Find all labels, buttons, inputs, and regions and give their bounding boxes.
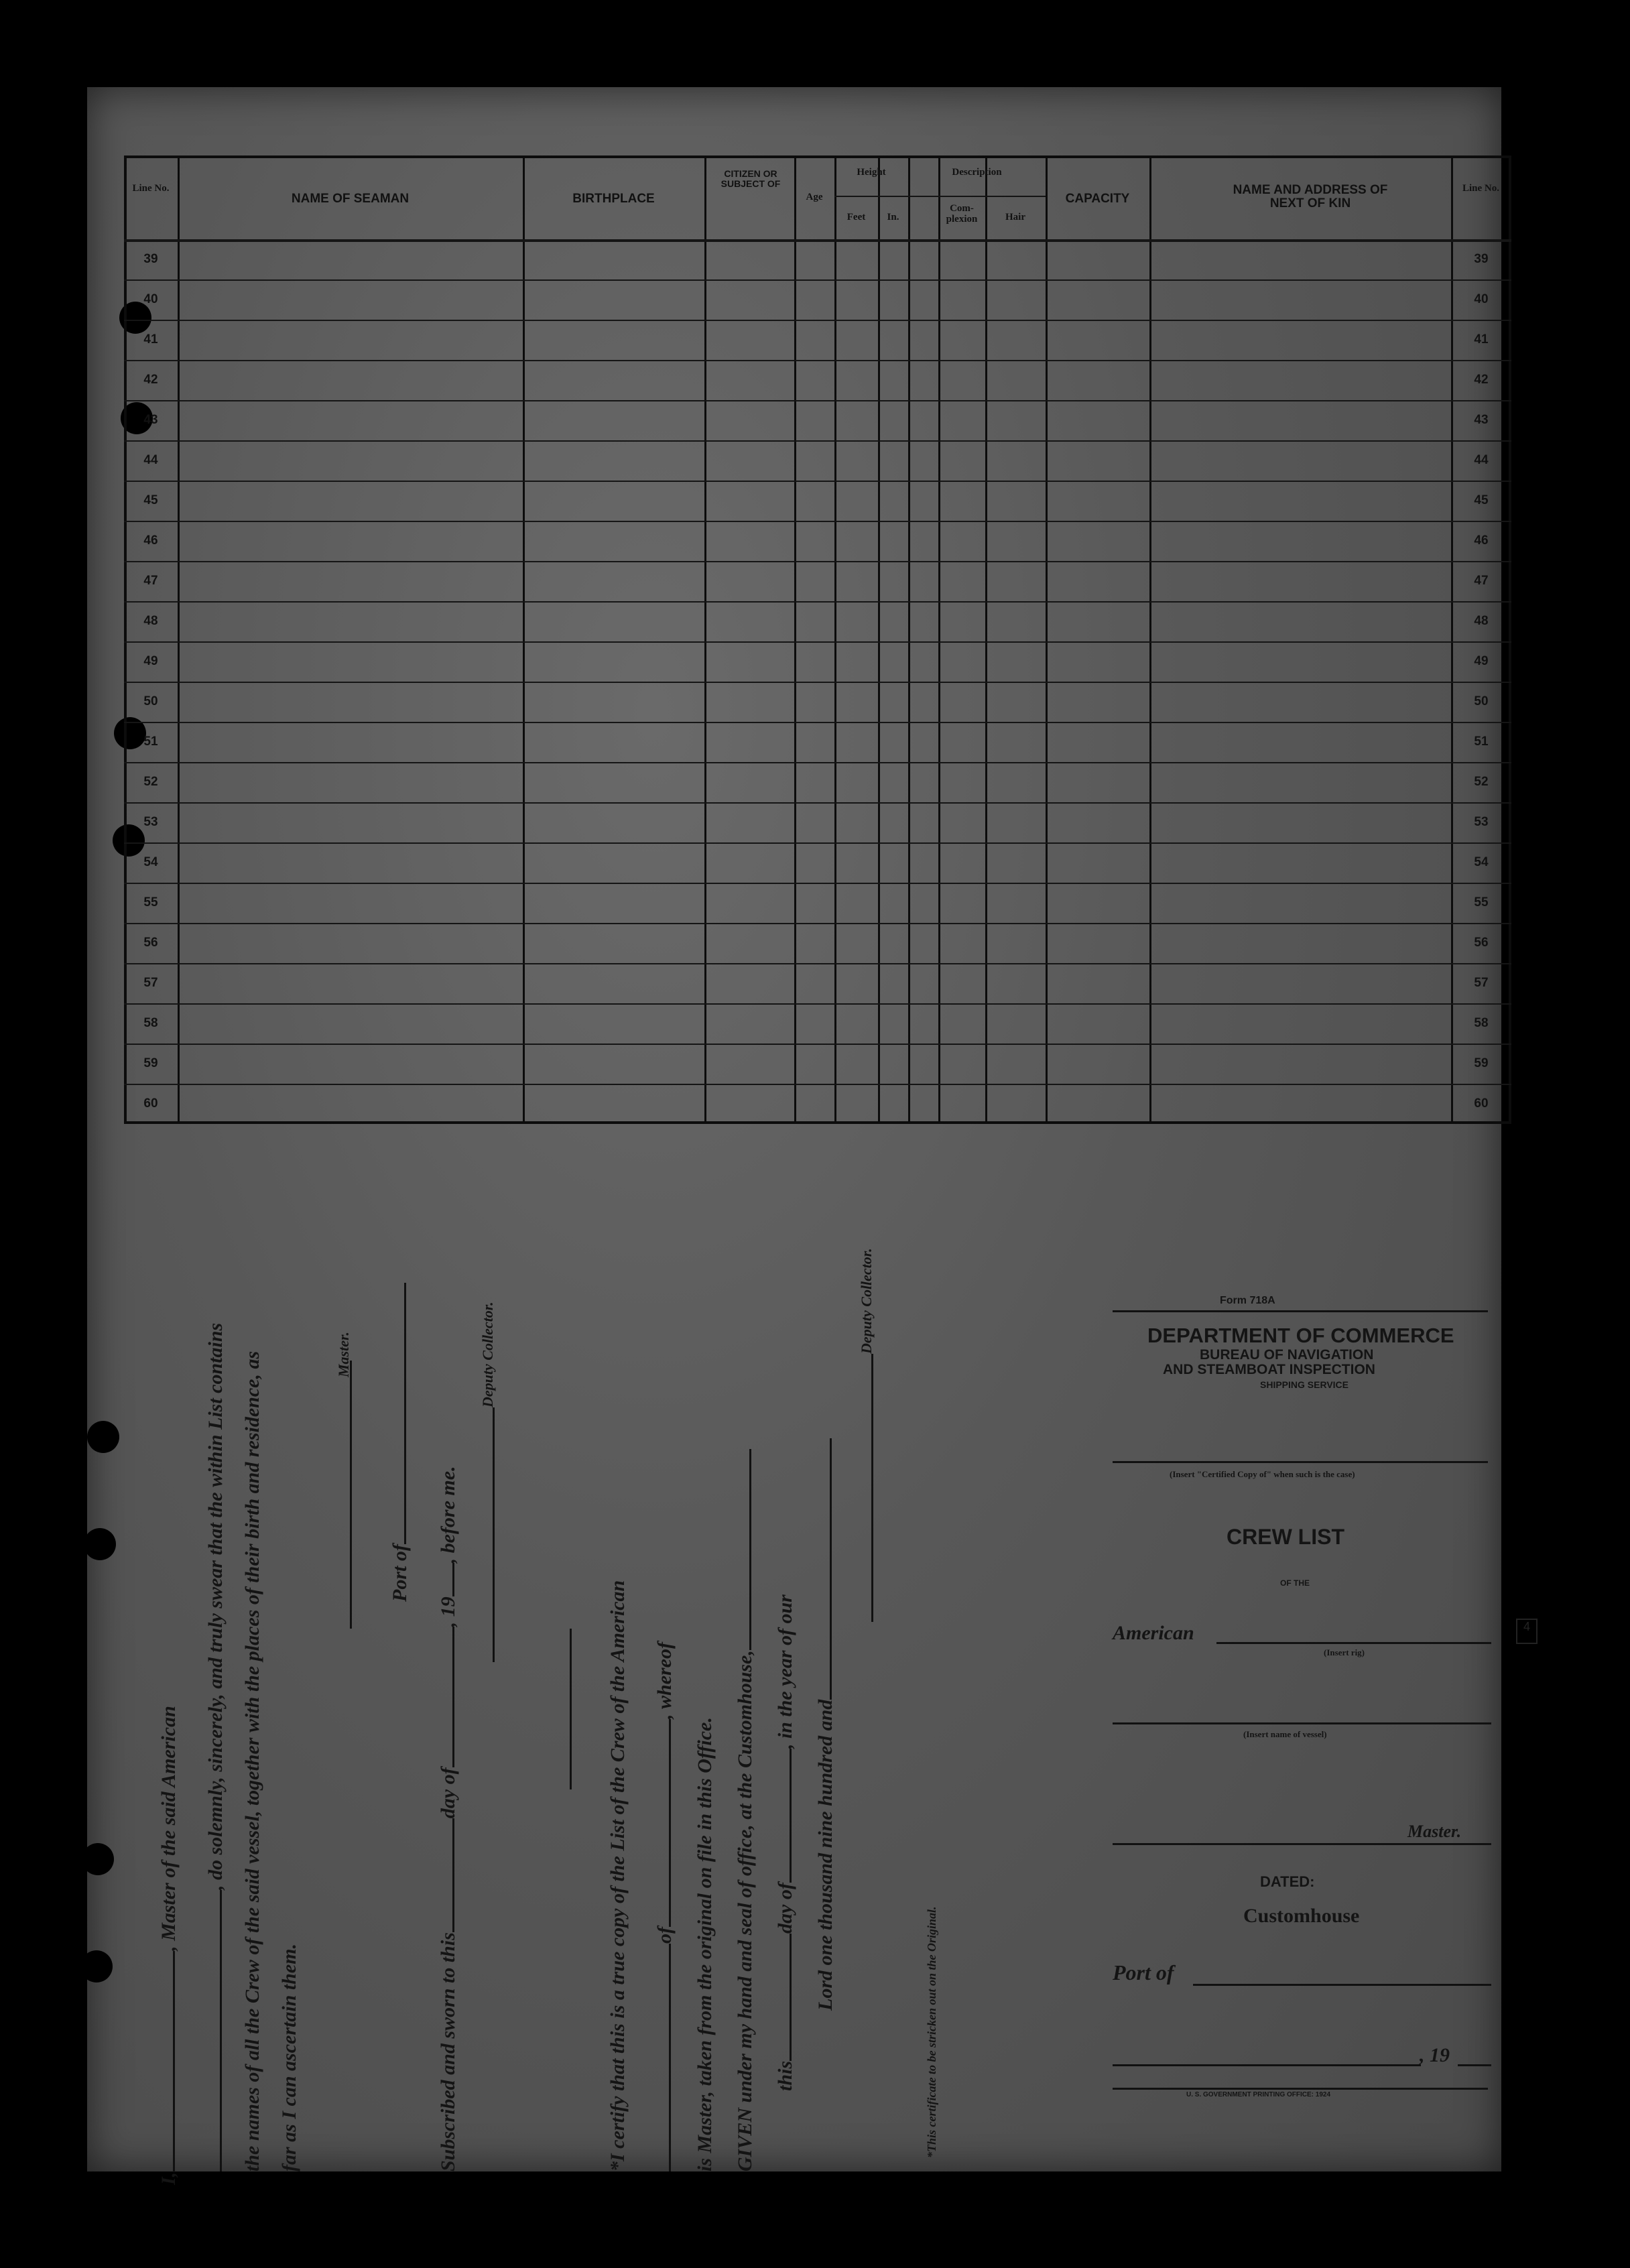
col-divider [938, 155, 940, 1124]
header-line-no [124, 184, 178, 194]
deputy-collector-label-2: Deputy Collector. [858, 1248, 875, 1354]
line-number-right: 53 [1474, 815, 1489, 829]
cover-date-line [1113, 2064, 1421, 2066]
row-divider [124, 1084, 1511, 1085]
row-divider [124, 400, 1511, 401]
subheader-line [834, 196, 908, 197]
row-divider [124, 842, 1511, 844]
line-number-right: 46 [1474, 533, 1489, 548]
cert-given: GIVEN under my hand and seal of office, at the Customhouse, [734, 1650, 756, 2171]
cover-printing-office: U. S. GOVERNMENT PRINTING OFFICE: 1924 [1186, 2091, 1331, 2098]
row-divider [124, 1044, 1511, 1045]
oath-certificate-block [134, 1139, 1005, 2185]
nineteen-text: , 19 [437, 1596, 459, 1627]
cover-bottom-rule [1113, 2088, 1488, 2090]
crew-table [124, 155, 1511, 1124]
line-number-right: 57 [1474, 976, 1489, 990]
certificate-footnote: *This certificate to be stricken out on the Original. [925, 1906, 938, 2158]
header-bottom-rule [124, 239, 1511, 242]
line-number-left: 46 [143, 533, 158, 548]
master-signature-line [350, 1361, 352, 1629]
row-divider [124, 923, 1511, 924]
port-of-label: Port of [389, 1544, 411, 1602]
line-number-right: 51 [1474, 735, 1489, 749]
cert-day-of: day of [774, 1883, 796, 1934]
line-number-left: 60 [143, 1096, 158, 1111]
row-divider [124, 641, 1511, 643]
oath-names-text: the names of all the Crew of the said vessel, together with the places of their birth and residence, as [241, 1350, 263, 2171]
line-number-left: 59 [143, 1056, 158, 1070]
line-number-left: 58 [143, 1016, 158, 1030]
line-number-right: 43 [1474, 413, 1489, 427]
oath-line-3 [241, 1351, 264, 2171]
row-divider [124, 481, 1511, 482]
row-divider [124, 440, 1511, 442]
row-divider [124, 963, 1511, 964]
row-divider [124, 360, 1511, 361]
cert-whereof: , whereof [653, 1642, 676, 1719]
line-number-left: 57 [143, 976, 158, 990]
line-number-right: 50 [1474, 694, 1489, 708]
header-line-no-text: Line No. [132, 183, 170, 194]
oath-far-as: far as I can ascertain them. [278, 1943, 300, 2171]
cover-year-line [1458, 2064, 1491, 2066]
oath-master-of-american: , Master of the said American [158, 1706, 180, 1951]
header-line-no-right: Line No. [1462, 183, 1499, 194]
col-divider [878, 155, 880, 1124]
subscribed-text: Subscribed and sworn to this [437, 1932, 459, 2171]
cover-crew-list: CREW LIST [1227, 1525, 1344, 1549]
line-number-left: 39 [143, 252, 158, 266]
row-divider [124, 561, 1511, 562]
header-description: Description [952, 167, 1002, 178]
cover-insert-name: (Insert name of vessel) [1243, 1729, 1327, 1739]
deputy-signature-line-2 [871, 1354, 873, 1622]
cover-of-the: OF THE [1280, 1578, 1310, 1588]
row-divider [124, 279, 1511, 281]
row-divider [124, 1003, 1511, 1005]
deputy-signature-line-1 [493, 1407, 495, 1662]
row-divider [124, 722, 1511, 723]
row-divider [124, 883, 1511, 884]
header-birthplace: BIRTHPLACE [572, 192, 655, 206]
port-of-line [389, 1283, 412, 1602]
col-divider [178, 155, 180, 1124]
divider-rule [570, 1629, 572, 1789]
col-divider [834, 155, 836, 1124]
line-number-right: 49 [1474, 654, 1489, 668]
line-number-left: 41 [143, 332, 158, 346]
oath-i: I, [158, 2171, 180, 2185]
line-number-right: 39 [1474, 252, 1489, 266]
cert-of: of [653, 1927, 676, 1944]
cert-lord: Lord one thousand nine hundred and [814, 1699, 836, 2011]
cover-department: DEPARTMENT OF COMMERCE [1147, 1324, 1454, 1347]
before-me-text: , before me. [437, 1466, 459, 1564]
line-number-left: 42 [143, 373, 158, 387]
line-number-right: 55 [1474, 895, 1489, 909]
oath-line-1 [158, 1706, 180, 2185]
header-citizen: CITIZEN OR SUBJECT OF [720, 168, 781, 189]
line-number-left: 40 [143, 292, 158, 306]
line-number-right: 48 [1474, 614, 1489, 628]
row-divider [124, 682, 1511, 683]
line-number-left: 44 [143, 453, 158, 467]
cover-american: American [1113, 1622, 1194, 1644]
cover-master-line [1113, 1843, 1491, 1845]
cover-insert-rig: (Insert rig) [1324, 1647, 1365, 1657]
line-number-right: 45 [1474, 493, 1489, 507]
col-divider [523, 155, 525, 1124]
subscribed-line [437, 1466, 460, 2171]
cover-certified-line [1113, 1461, 1488, 1463]
certificate-line-4 [734, 1449, 757, 2171]
line-number-right: 56 [1474, 936, 1489, 950]
oath-line-4 [278, 1944, 301, 2171]
punch-hole [87, 1421, 119, 1453]
line-number-left: 47 [143, 574, 158, 588]
line-number-left: 52 [143, 775, 158, 789]
row-divider [124, 521, 1511, 522]
line-number-right: 60 [1474, 1096, 1489, 1111]
header-next-of-kin: NAME AND ADDRESS OF NEXT OF KIN [1233, 183, 1388, 210]
certificate-line-5 [774, 1594, 797, 2091]
punch-hole [82, 1843, 114, 1875]
cert-in-year: , in the year of our [774, 1594, 796, 1749]
line-number-left: 55 [143, 895, 158, 909]
header-name-of-seaman: NAME OF SEAMAN [291, 192, 410, 206]
line-number-left: 56 [143, 936, 158, 950]
line-number-left: 43 [143, 413, 158, 427]
line-number-left: 45 [143, 493, 158, 507]
oath-swear: , do solemnly, sincerely, and truly swear that the within List contains [204, 1322, 227, 1890]
cover-rig-line [1216, 1642, 1491, 1644]
cover-form-number: Form 718A [1220, 1295, 1275, 1306]
deputy-collector-label-1: Deputy Collector. [479, 1302, 496, 1407]
row-divider [124, 802, 1511, 804]
line-number-left: 53 [143, 815, 158, 829]
header-inches: In. [887, 212, 899, 223]
stamp-mark: 4 [1516, 1619, 1538, 1644]
col-divider [1451, 155, 1453, 1124]
line-number-right: 52 [1474, 775, 1489, 789]
cover-master: Master. [1407, 1822, 1462, 1841]
cert-is-master: is Master, taken from the original on file in this Office. [694, 1717, 716, 2171]
cert-this: this [774, 2060, 796, 2091]
cover-top-rule [1113, 1310, 1488, 1312]
certificate-line-3 [694, 1717, 716, 2171]
cover-insert-certified: (Insert "Certified Copy of" when such is the case) [1170, 1469, 1355, 1479]
col-divider [1149, 155, 1151, 1124]
cover-port-line [1193, 1984, 1491, 1986]
col-divider [985, 155, 987, 1124]
row-divider [124, 601, 1511, 603]
cover-bureau-1: BUREAU OF NAVIGATION [1200, 1347, 1374, 1363]
header-height: Height [857, 167, 886, 178]
line-number-left: 51 [143, 735, 158, 749]
cover-dated: DATED: [1260, 1873, 1315, 1890]
certificate-line-2 [653, 1642, 676, 2171]
cover-bureau-2: AND STEAMBOAT INSPECTION [1163, 1362, 1375, 1377]
table-border [124, 155, 1511, 1124]
certificate-text: *I certify that this is a true copy of the List of the Crew of the American [607, 1580, 629, 2171]
line-number-left: 54 [143, 855, 158, 869]
cover-port-of: Port of [1113, 1960, 1174, 1984]
header-age: Age [806, 192, 823, 202]
cover-nineteen: , 19 [1420, 2044, 1450, 2066]
cover-customhouse: Customhouse [1243, 1905, 1360, 1927]
line-number-right: 59 [1474, 1056, 1489, 1070]
cover-shipping: SHIPPING SERVICE [1260, 1379, 1349, 1390]
master-label: Master. [335, 1332, 352, 1377]
row-divider [124, 320, 1511, 321]
line-number-left: 50 [143, 694, 158, 708]
line-number-right: 47 [1474, 574, 1489, 588]
line-number-right: 40 [1474, 292, 1489, 306]
line-number-right: 42 [1474, 373, 1489, 387]
oath-line-2 [204, 1323, 227, 2171]
col-divider [908, 155, 910, 1124]
line-number-right: 58 [1474, 1016, 1489, 1030]
col-divider [704, 155, 706, 1124]
col-divider [1046, 155, 1048, 1124]
row-divider [124, 762, 1511, 763]
col-divider [794, 155, 796, 1124]
cover-vessel-line [1113, 1722, 1491, 1724]
punch-hole [80, 1950, 113, 1982]
punch-hole [84, 1528, 116, 1560]
header-capacity: CAPACITY [1065, 192, 1130, 206]
day-of-text: day of [437, 1767, 459, 1819]
header-complexion: Com-plexion [946, 203, 978, 225]
line-number-right: 41 [1474, 332, 1489, 346]
line-number-right: 54 [1474, 855, 1489, 869]
line-number-left: 48 [143, 614, 158, 628]
line-number-right: 44 [1474, 453, 1489, 467]
header-feet: Feet [847, 212, 866, 223]
certificate-line-6 [814, 1438, 837, 2011]
line-number-left: 49 [143, 654, 158, 668]
header-hair: Hair [1005, 212, 1025, 223]
certificate-line-1 [607, 1580, 629, 2171]
